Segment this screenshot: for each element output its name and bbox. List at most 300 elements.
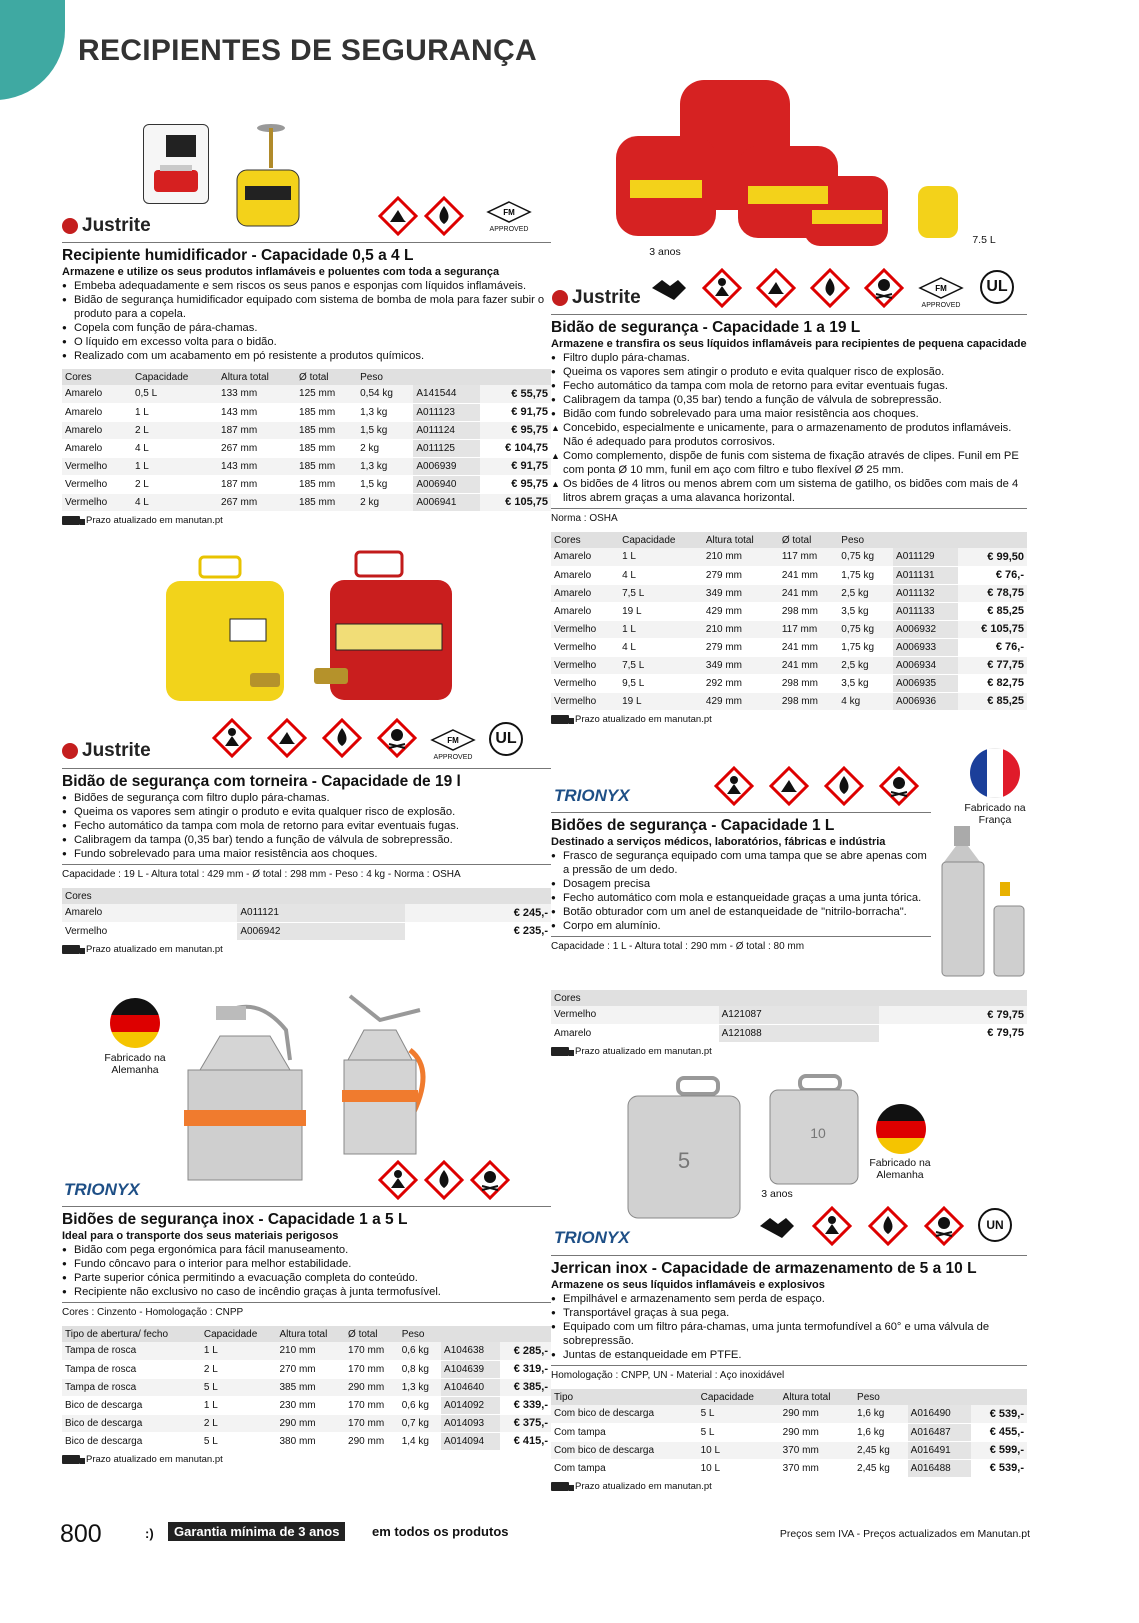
table-row — [551, 548, 1027, 566]
handshake-warranty-icon — [756, 1206, 796, 1246]
product-image-humidifier-can — [223, 120, 303, 230]
table-header-row — [551, 532, 1027, 548]
table-row — [551, 1459, 1027, 1477]
table-cell: Com bico de descarga — [551, 1405, 698, 1423]
table-cell: 290 mm — [780, 1405, 854, 1423]
table-cell: 2,45 kg — [854, 1459, 908, 1477]
spec-line: Cores : Cinzento - Homologação : CNPP — [62, 1302, 551, 1322]
table-cell: 1 L — [201, 1342, 277, 1360]
table-cell: Amarelo — [551, 1024, 719, 1042]
price-cell: € 76,- — [958, 566, 1027, 584]
table-cell: 370 mm — [780, 1459, 854, 1477]
price-cell: € 76,- — [958, 638, 1027, 656]
table-cell: 4 L — [132, 439, 218, 457]
table-cell: 187 mm — [218, 421, 296, 439]
column-header: Ø total — [345, 1326, 399, 1342]
page-title: RECIPIENTES DE SEGURANÇA — [78, 34, 537, 67]
table-cell: 241 mm — [779, 656, 838, 674]
brand-justrite-2: Justrite — [62, 740, 151, 762]
product-image-inox-can-spout — [330, 990, 440, 1160]
feature-item: ● O líquido em excesso volta para o bidão. — [62, 335, 551, 349]
column-header — [719, 990, 879, 1006]
table-row — [62, 439, 551, 457]
environment-hazard-icon — [769, 766, 809, 806]
table-cell: 0,75 kg — [838, 548, 893, 566]
column-header: Ø total — [296, 369, 357, 385]
table-cell: 9,5 L — [619, 674, 703, 692]
truck-icon — [62, 945, 80, 954]
price-cell: € 235,- — [405, 922, 551, 940]
toxic-skull-icon — [879, 766, 919, 806]
column-header: Capacidade — [619, 532, 703, 548]
feature-item: ● Fecho automático com mola e estanqueidade graças a uma junta tórica. — [551, 891, 931, 905]
feature-list — [551, 351, 1027, 505]
table-row — [62, 1378, 551, 1396]
table-cell: Amarelo — [62, 439, 132, 457]
flag-caption: Fabricado na Alemanha — [104, 1052, 166, 1076]
table-cell: 2,45 kg — [854, 1441, 908, 1459]
table-cell: 290 mm — [277, 1414, 346, 1432]
product-image-inox-can-screw — [180, 1000, 310, 1185]
table-cell: 290 mm — [345, 1378, 399, 1396]
hazard-icons-4 — [648, 268, 904, 308]
environment-hazard-icon — [756, 268, 796, 308]
price-cell: € 95,75 — [480, 421, 551, 439]
germany-flag-icon — [876, 1104, 926, 1154]
table-cell: 298 mm — [779, 674, 838, 692]
svg-text:FM: FM — [447, 736, 459, 745]
health-hazard-icon — [812, 1206, 852, 1246]
feature-item: ● Fundo sobrelevado para uma maior resistência aos choques. — [62, 847, 551, 861]
price-cell: € 82,75 — [958, 674, 1027, 692]
table-cell: 1 L — [132, 403, 218, 421]
table-cell: 270 mm — [277, 1360, 346, 1378]
hazard-icons-1 — [378, 196, 464, 236]
brand-trionyx-3: TRIONYX — [554, 1228, 630, 1247]
table-row — [551, 692, 1027, 710]
column-header: Cores — [62, 888, 237, 904]
table-header-row — [62, 888, 551, 904]
column-header — [958, 532, 1027, 548]
spec-line: Norma : OSHA — [551, 508, 1027, 528]
table-cell: 210 mm — [703, 620, 779, 638]
column-header: Altura total — [218, 369, 296, 385]
table-cell: 267 mm — [218, 493, 296, 511]
column-header: Cores — [62, 369, 132, 385]
reference-cell: A016487 — [908, 1423, 972, 1441]
table-cell: Vermelho — [551, 656, 619, 674]
price-cell: € 104,75 — [480, 439, 551, 457]
column-header: Peso — [399, 1326, 441, 1342]
column-header: Cores — [551, 532, 619, 548]
price-cell: € 85,25 — [958, 692, 1027, 710]
table-cell: Com bico de descarga — [551, 1441, 698, 1459]
product-title: Bidões de segurança inox - Capacidade 1 a 5 L — [62, 1206, 551, 1229]
table-row — [62, 403, 551, 421]
table-cell: Tampa de rosca — [62, 1342, 201, 1360]
table-row — [551, 566, 1027, 584]
flammable-icon — [868, 1206, 908, 1246]
table-cell: 143 mm — [218, 403, 296, 421]
product-image-jerrican-10l — [766, 1072, 862, 1187]
feature-item: ● Transportável graças à sua pega. — [551, 1306, 1027, 1320]
table-cell: 1 L — [619, 548, 703, 566]
table-row — [551, 620, 1027, 638]
table-cell: 292 mm — [703, 674, 779, 692]
reference-cell: A006939 — [413, 457, 480, 475]
product-subtitle: Armazene e utilize os seus produtos inflamáveis e poluentes com toda a segurança — [62, 266, 500, 278]
un-certification-icon: UN — [978, 1208, 1012, 1242]
table-cell: Vermelho — [551, 674, 619, 692]
column-header: Peso — [854, 1389, 908, 1405]
table-row — [62, 1360, 551, 1378]
product-image-safety-cans-group — [608, 50, 968, 250]
price-cell: € 599,- — [971, 1441, 1027, 1459]
reference-cell: A014092 — [441, 1396, 500, 1414]
truck-icon — [62, 516, 80, 525]
product-image-yellow-tap-can — [160, 555, 300, 705]
column-header: Tipo — [551, 1389, 698, 1405]
warranty-label: 3 anos — [761, 1188, 793, 1200]
table-cell: 2 kg — [357, 439, 413, 457]
reference-cell: A006940 — [413, 475, 480, 493]
column-header: Capacidade — [132, 369, 218, 385]
feature-item: ▲ Concebido, especialmente e unicamente, para o armazenamento de produtos inflamáveis. Não é adequado para produtos corrosivos. — [551, 421, 1027, 449]
column-header — [971, 1389, 1027, 1405]
table-cell: 10 L — [698, 1459, 780, 1477]
health-hazard-icon — [714, 766, 754, 806]
table-cell: Vermelho — [551, 620, 619, 638]
price-cell: € 285,- — [500, 1342, 551, 1360]
table-row — [62, 421, 551, 439]
page-number: 800 — [60, 1520, 102, 1548]
feature-item: ▲ Os bidões de 4 litros ou menos abrem com um sistema de gatilho, os bidões com mais de 4 litros abrem graças a uma alavanca horizontal. — [551, 477, 1027, 505]
product-image-red-tap-can — [310, 550, 460, 710]
table-cell: Bico de descarga — [62, 1432, 201, 1450]
table-row — [551, 1024, 1027, 1042]
reference-cell: A011121 — [237, 904, 404, 922]
table-row — [551, 638, 1027, 656]
table-row — [62, 1342, 551, 1360]
table-cell: 298 mm — [779, 602, 838, 620]
table-cell: 185 mm — [296, 439, 357, 457]
price-cell: € 79,75 — [879, 1024, 1027, 1042]
toxic-skull-icon — [470, 1160, 510, 1200]
product-subtitle: Ideal para o transporte dos seus materiais perigosos — [62, 1230, 339, 1242]
feature-item: ● Bidão com fundo sobrelevado para uma maior resistência aos choques. — [551, 407, 1027, 421]
table-cell: 170 mm — [345, 1360, 399, 1378]
feature-item: ● Equipado com um filtro pára-chamas, uma junta termofundível a 60° e uma válvula de sobrepressão. — [551, 1320, 1027, 1348]
price-table — [62, 888, 551, 941]
table-cell: Vermelho — [551, 1006, 719, 1024]
table-cell: 1,3 kg — [399, 1378, 441, 1396]
flammable-icon — [322, 718, 362, 758]
product-title: Recipiente humidificador - Capacidade 0,5 a 4 L — [62, 242, 551, 265]
table-cell: 2,5 kg — [838, 656, 893, 674]
table-cell: 0,7 kg — [399, 1414, 441, 1432]
reference-cell: A104639 — [441, 1360, 500, 1378]
table-cell: 1,6 kg — [854, 1423, 908, 1441]
table-header-row — [551, 990, 1027, 1006]
price-cell: € 79,75 — [879, 1006, 1027, 1024]
table-cell: 349 mm — [703, 656, 779, 674]
column-header — [413, 369, 480, 385]
price-table — [551, 532, 1027, 711]
table-cell: 1,5 kg — [357, 475, 413, 493]
product-subtitle: Armazene os seus líquidos inflamáveis e explosivos — [551, 1279, 825, 1291]
flammable-icon — [824, 766, 864, 806]
page-footer — [60, 1520, 1060, 1548]
table-cell: 133 mm — [218, 385, 296, 403]
table-row — [62, 904, 551, 922]
feature-item: ● Calibragem da tampa (0,35 bar) tendo a função de válvula de sobrepressão. — [62, 833, 551, 847]
table-cell: Bico de descarga — [62, 1414, 201, 1432]
table-cell: 4 kg — [838, 692, 893, 710]
table-row — [62, 1432, 551, 1450]
table-cell: Com tampa — [551, 1423, 698, 1441]
fm-approved-badge-3: FM APPROVED — [918, 276, 964, 309]
product-jerrican — [551, 1255, 1027, 1492]
delivery-info: Prazo atualizado em manutan.pt — [62, 515, 551, 526]
table-cell: Amarelo — [551, 548, 619, 566]
svg-text:10: 10 — [810, 1125, 826, 1141]
feature-item: ● Calibragem da tampa (0,35 bar) tendo a função de válvula de sobrepressão. — [551, 393, 1027, 407]
table-row — [551, 674, 1027, 692]
table-cell: 1 L — [132, 457, 218, 475]
feature-list — [62, 791, 551, 861]
reference-cell: A006935 — [893, 674, 958, 692]
product-subtitle: Armazene e transfira os seus líquidos inflamáveis para recipientes de pequena capacidade — [551, 338, 1027, 350]
table-cell: 429 mm — [703, 602, 779, 620]
table-cell: 185 mm — [296, 493, 357, 511]
table-row — [62, 385, 551, 403]
table-cell: 0,54 kg — [357, 385, 413, 403]
feature-list — [62, 1243, 551, 1299]
feature-item: ● Juntas de estanqueidade em PTFE. — [551, 1348, 1027, 1362]
feature-item: ● Frasco de segurança equipado com uma tampa que se abre apenas com a pressão de um dedo. — [551, 849, 931, 877]
column-header: Capacidade — [698, 1389, 780, 1405]
ul-certification-icon: UL — [980, 270, 1014, 304]
column-header: Altura total — [277, 1326, 346, 1342]
table-row — [62, 493, 551, 511]
table-cell: 1,3 kg — [357, 457, 413, 475]
reference-cell: A006942 — [237, 922, 404, 940]
table-cell: 0,8 kg — [399, 1360, 441, 1378]
table-cell: 0,6 kg — [399, 1342, 441, 1360]
feature-item: ● Fundo côncavo para o interior para melhor estabilidade. — [62, 1257, 551, 1271]
table-row — [551, 1441, 1027, 1459]
feature-item: ● Bidão com pega ergonómica para fácil manuseamento. — [62, 1243, 551, 1257]
price-cell: € 78,75 — [958, 584, 1027, 602]
justrite-flame-icon — [552, 290, 568, 306]
table-cell: 230 mm — [277, 1396, 346, 1414]
spec-line: Capacidade : 19 L - Altura total : 429 mm - Ø total : 298 mm - Peso : 4 kg - Norma : OSHA — [62, 864, 551, 884]
reference-cell: A014094 — [441, 1432, 500, 1450]
table-cell: Com tampa — [551, 1459, 698, 1477]
table-cell: 241 mm — [779, 638, 838, 656]
table-cell: Vermelho — [62, 475, 132, 493]
reference-cell: A104638 — [441, 1342, 500, 1360]
truck-icon — [551, 1482, 569, 1491]
delivery-info: Prazo atualizado em manutan.pt — [551, 1046, 1027, 1057]
table-cell: 7,5 L — [619, 584, 703, 602]
price-cell: € 245,- — [405, 904, 551, 922]
svg-text:FM: FM — [503, 208, 515, 217]
justrite-flame-icon — [62, 743, 78, 759]
product-bottle-table — [551, 990, 1027, 1057]
feature-item: ● Embeba adequadamente e sem riscos os seus panos e esponjas com líquidos inflamáveis. — [62, 279, 551, 293]
warranty-label: 3 anos — [649, 246, 681, 258]
column-header: Peso — [357, 369, 413, 385]
table-cell: 2 L — [132, 421, 218, 439]
table-cell: 7,5 L — [619, 656, 703, 674]
price-cell: € 539,- — [971, 1405, 1027, 1423]
table-cell: 19 L — [619, 602, 703, 620]
table-row — [62, 475, 551, 493]
column-header: Altura total — [780, 1389, 854, 1405]
table-cell: 290 mm — [780, 1423, 854, 1441]
table-row — [551, 584, 1027, 602]
table-cell: 380 mm — [277, 1432, 346, 1450]
toxic-skull-icon — [924, 1206, 964, 1246]
reference-cell: A011129 — [893, 548, 958, 566]
table-cell: Tampa de rosca — [62, 1378, 201, 1396]
table-cell: Amarelo — [62, 904, 237, 922]
table-cell: Vermelho — [551, 692, 619, 710]
hazard-icons-3 — [378, 1160, 510, 1200]
fm-approved-badge-2: FM APPROVED — [430, 728, 476, 761]
table-cell: 5 L — [201, 1378, 277, 1396]
table-cell: 185 mm — [296, 403, 357, 421]
price-table — [551, 1389, 1027, 1478]
truck-icon — [551, 1047, 569, 1056]
table-cell: 170 mm — [345, 1414, 399, 1432]
reference-cell: A011125 — [413, 439, 480, 457]
column-header: Tipo de abertura/ fecho — [62, 1326, 201, 1342]
price-cell: € 385,- — [500, 1378, 551, 1396]
size-label: 7.5 L — [972, 234, 996, 246]
table-cell: 19 L — [619, 692, 703, 710]
price-cell: € 375,- — [500, 1414, 551, 1432]
table-cell: Amarelo — [62, 403, 132, 421]
table-cell: 1,4 kg — [399, 1432, 441, 1450]
table-cell: 4 L — [132, 493, 218, 511]
spec-line: Homologação : CNPP, UN - Material : Aço inoxidável — [551, 1365, 1027, 1385]
price-cell: € 85,25 — [958, 602, 1027, 620]
table-cell: 290 mm — [345, 1432, 399, 1450]
svg-text:FM: FM — [935, 284, 947, 293]
flag-caption: Fabricado na Alemanha — [869, 1157, 931, 1181]
table-cell: 1,5 kg — [357, 421, 413, 439]
table-cell: 3,5 kg — [838, 602, 893, 620]
price-notes: Preços sem IVA - Preços actualizados em Manutan.pt — [779, 1528, 1030, 1540]
hazard-icons-6 — [756, 1206, 964, 1246]
toxic-skull-icon — [864, 268, 904, 308]
table-cell: Amarelo — [551, 584, 619, 602]
product-image-jerrican-5l — [618, 1072, 748, 1222]
table-header-row — [551, 1389, 1027, 1405]
handshake-warranty-icon — [648, 268, 688, 308]
column-header: Altura total — [703, 532, 779, 548]
reference-cell: A011131 — [893, 566, 958, 584]
product-bottle — [551, 812, 931, 956]
feature-item: ● Queima os vapores sem atingir o produto e evita qualquer risco de explosão. — [551, 365, 1027, 379]
feature-item: ● Empilhável e armazenamento sem perda de espaço. — [551, 1292, 1027, 1306]
feature-list — [551, 849, 931, 933]
price-cell: € 95,75 — [480, 475, 551, 493]
table-cell: 279 mm — [703, 638, 779, 656]
brand-trionyx-1: TRIONYX — [64, 1180, 140, 1199]
price-cell: € 99,50 — [958, 548, 1027, 566]
germany-flag-icon — [110, 998, 160, 1048]
column-header — [480, 369, 551, 385]
product-image-aluminium-bottle — [936, 822, 1032, 980]
price-cell: € 91,75 — [480, 403, 551, 421]
fm-diamond-icon — [486, 200, 532, 224]
reference-cell: A006933 — [893, 638, 958, 656]
feature-item: ● Copela com função de pára-chamas. — [62, 321, 551, 335]
table-cell: 1,75 kg — [838, 638, 893, 656]
table-cell: 185 mm — [296, 475, 357, 493]
feature-item: ● Realizado com um acabamento em pó resistente a produtos químicos. — [62, 349, 551, 363]
table-cell: 1 L — [201, 1396, 277, 1414]
reference-cell: A011132 — [893, 584, 958, 602]
france-flag-icon — [970, 748, 1020, 798]
section-tab — [0, 0, 65, 100]
table-cell: Amarelo — [551, 602, 619, 620]
price-table — [62, 369, 551, 512]
product-title: Bidão de segurança com torneira - Capacidade de 19 l — [62, 768, 551, 791]
table-cell: 267 mm — [218, 439, 296, 457]
table-cell: 2 L — [201, 1414, 277, 1432]
price-table — [551, 990, 1027, 1043]
table-cell: Amarelo — [551, 566, 619, 584]
environment-hazard-icon — [267, 718, 307, 758]
reference-cell: A006934 — [893, 656, 958, 674]
column-header: Capacidade — [201, 1326, 277, 1342]
price-table — [62, 1326, 551, 1451]
product-subtitle: Destinado a serviços médicos, laboratórios, fábricas e indústria — [551, 836, 886, 848]
reference-cell: A121087 — [719, 1006, 879, 1024]
price-cell: € 339,- — [500, 1396, 551, 1414]
column-header — [237, 888, 404, 904]
table-row — [551, 1405, 1027, 1423]
reference-cell: A006941 — [413, 493, 480, 511]
table-cell: 170 mm — [345, 1342, 399, 1360]
health-hazard-icon — [702, 268, 742, 308]
delivery-info: Prazo atualizado em manutan.pt — [62, 1454, 551, 1465]
flammable-icon — [810, 268, 850, 308]
price-cell: € 455,- — [971, 1423, 1027, 1441]
table-cell: Bico de descarga — [62, 1396, 201, 1414]
price-cell: € 55,75 — [480, 385, 551, 403]
hazard-icons-2 — [212, 718, 417, 758]
table-cell: 385 mm — [277, 1378, 346, 1396]
product-image-humidifier-hand — [143, 124, 209, 204]
feature-item: ● Botão obturador com um anel de estanqueidade de "nitrilo-borracha". — [551, 905, 931, 919]
reference-cell: A006936 — [893, 692, 958, 710]
table-cell: 4 L — [619, 638, 703, 656]
feature-item: ● Fecho automático da tampa com mola de retorno para evitar eventuais fugas. — [551, 379, 1027, 393]
feature-item: ● Corpo em alumínio. — [551, 919, 931, 933]
table-cell: Vermelho — [62, 493, 132, 511]
price-cell: € 539,- — [971, 1459, 1027, 1477]
feature-item: ● Recipiente não exclusivo no caso de incêndio graças à junta termofusível. — [62, 1285, 551, 1299]
price-cell: € 77,75 — [958, 656, 1027, 674]
brand-trionyx-2: TRIONYX — [554, 786, 630, 805]
price-cell: € 105,75 — [480, 493, 551, 511]
guarantee-text: em todos os produtos — [372, 1524, 509, 1539]
